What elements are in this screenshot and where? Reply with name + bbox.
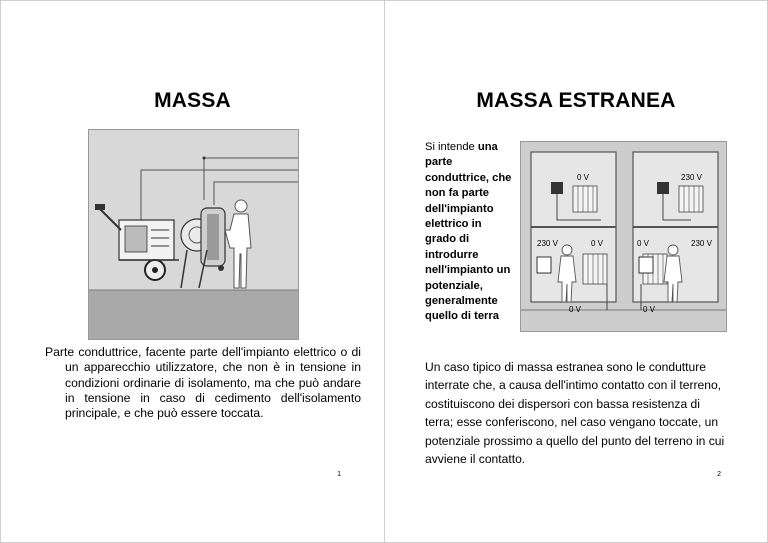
figure-label: 0 V [577,173,590,182]
intro-plain: Si intende [425,141,478,153]
page-number: 1 [337,471,341,478]
slide-title: MASSA [154,89,231,112]
definition-text: Parte conduttrice, facente parte dell'impianto elettrico o di un apparecchio utilizzatore, che non è in tensione in condizioni ordinarie di isolamento, ma che può andare in tensione in caso di cedimento dell'isolamento principale, e che può essere toccata. [45,345,361,421]
slide-2 [384,0,768,543]
page-number: 2 [717,471,721,478]
figure-label: 0 V [637,239,650,248]
building-illustration [520,141,727,332]
figure-label: 0 V [569,305,582,314]
building-drawing [521,142,727,332]
figure-label: 0 V [591,239,604,248]
intro-bold: una parte conduttrice, che non fa parte dell'impianto elettrico in grado di introdurre nell'impianto un potenziale, generalmente quello di terra [425,141,512,323]
figure-label: 230 V [537,239,558,248]
generator-drawing [89,130,299,340]
slide-title: MASSA ESTRANEA [476,89,676,112]
example-text: Un caso tipico di massa estranea sono le condutture interrate che, a causa dell'intimo contatto con il terreno, costituiscono dei dispersori con bassa resistenza di terra; esse conferiscono, nel caso vengano toccate, un potenziale prossimo a quello del punto del terreno in cui avviene il contatto. [425,360,725,467]
figure-label: 230 V [691,239,712,248]
intro-text [425,140,515,325]
generator-illustration [88,129,299,340]
figure-label: 0 V [643,305,656,314]
figure-label: 230 V [681,173,702,182]
